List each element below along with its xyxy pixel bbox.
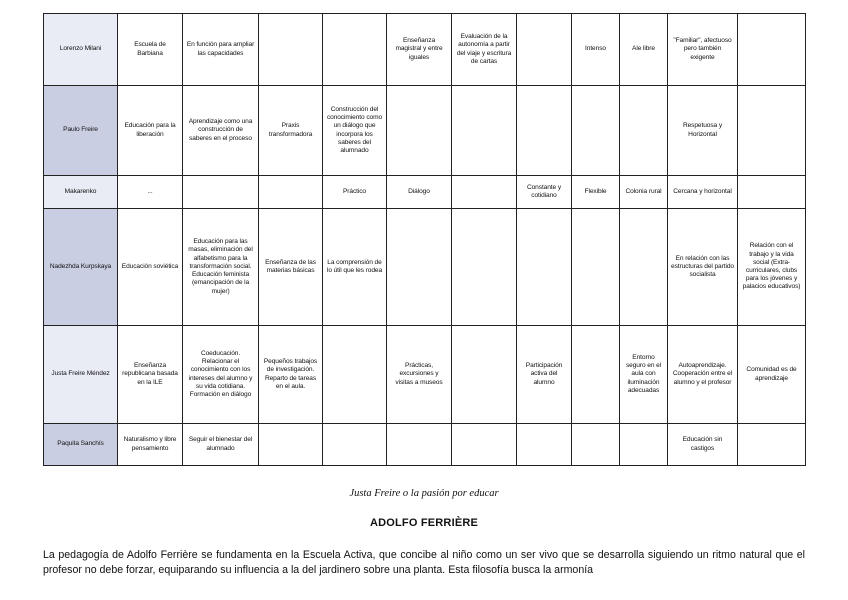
table-cell	[738, 86, 806, 176]
table-cell: Autoaprendizaje. Cooperación entre el alumno y el profesor	[668, 326, 738, 424]
table-cell	[620, 209, 668, 326]
table-cell	[517, 86, 572, 176]
table-cell	[259, 176, 323, 209]
body-paragraph: La pedagogía de Adolfo Ferrière se fundamenta en la Escuela Activa, que concibe al niño como un ser vivo que se desarrolla siguiendo un ritmo natural que el profesor no debe forzar, equiparando su influencia a la del jardinero sobre una planta. Esta filosofía busca la armonía	[43, 549, 805, 576]
table-cell	[387, 209, 452, 326]
table-cell	[452, 176, 517, 209]
table-cell: Constante y cotidiano	[517, 176, 572, 209]
table-cell	[572, 326, 620, 424]
row-header-cell: Paquita Sanchís	[44, 424, 118, 466]
table-cell: Colonia rural	[620, 176, 668, 209]
table-cell	[620, 86, 668, 176]
table-cell	[738, 424, 806, 466]
row-header-cell: Makarenko	[44, 176, 118, 209]
table-cell	[738, 14, 806, 86]
table-cell	[387, 424, 452, 466]
table-cell: Entorno seguro en el aula con iluminación adecuadas	[620, 326, 668, 424]
table-cell: Educación para la liberación	[118, 86, 183, 176]
table-cell: En función para ampliar las capacidades	[183, 14, 259, 86]
table-cell: Relación con el trabajo y la vida social (Extra-curriculares, clubs para los jóvenes y palacios educativos)	[738, 209, 806, 326]
row-header-cell: Paulo Freire	[44, 86, 118, 176]
table-cell: Escuela de Barbiana	[118, 14, 183, 86]
table-cell: Comunidad es de aprendizaje	[738, 326, 806, 424]
table-cell	[452, 326, 517, 424]
table-cell	[259, 424, 323, 466]
table-row	[44, 326, 806, 424]
table-row	[44, 86, 806, 176]
table-cell: Enseñanza de las materias básicas	[259, 209, 323, 326]
section-heading: ADOLFO FERRIÈRE	[369, 517, 479, 529]
table-row	[44, 176, 806, 209]
table-cell: Pequeños trabajos de investigación. Reparto de tareas en el aula.	[259, 326, 323, 424]
table-cell	[323, 326, 387, 424]
table-cell: La comprensión de lo útil que les rodea	[323, 209, 387, 326]
figure-caption: Justa Freire o la pasión por educar	[349, 488, 499, 499]
comparison-table	[43, 13, 806, 466]
table-body	[44, 14, 806, 466]
row-header-cell: Nadezhda Kurpskaya	[44, 209, 118, 326]
table-cell: En relación con las estructuras del partido socialista	[668, 209, 738, 326]
table-cell: Educación para las masas, eliminación del alfabetismo para la transformación social. Educación feminista (emancipación de la mujer)	[183, 209, 259, 326]
table-cell: Coeducación. Relacionar el conocimiento con los intereses del alumno y su vida cotidiana. Formación en diálogo	[183, 326, 259, 424]
table-cell: Práctico	[323, 176, 387, 209]
table-cell	[452, 209, 517, 326]
table-cell: Praxis transformadora	[259, 86, 323, 176]
table-cell: Ale libre	[620, 14, 668, 86]
table-cell	[323, 424, 387, 466]
table-cell: "Familiar", afectuoso pero también exigente	[668, 14, 738, 86]
table-cell: Enseñanza magistral y entre iguales	[387, 14, 452, 86]
table-cell: Cercana y horizontal	[668, 176, 738, 209]
table-cell	[572, 209, 620, 326]
table-cell: Prácticas, excursiones y visitas a museos	[387, 326, 452, 424]
table-row	[44, 424, 806, 466]
table-cell: Construcción del conocimiento como un diálogo que incorpora los saberes del alumnado	[323, 86, 387, 176]
table-cell	[183, 176, 259, 209]
row-header-cell: Lorenzo Milani	[44, 14, 118, 86]
table-cell: Seguir el bienestar del alumnado	[183, 424, 259, 466]
table-cell	[387, 86, 452, 176]
table-cell: Intenso	[572, 14, 620, 86]
table-cell: Educación soviética	[118, 209, 183, 326]
table-cell	[572, 424, 620, 466]
table-cell: Participación activa del alumno	[517, 326, 572, 424]
table-cell: Aprendizaje como una construcción de saberes en el proceso	[183, 86, 259, 176]
table-cell	[452, 424, 517, 466]
table-cell: Flexible	[572, 176, 620, 209]
table-cell	[323, 14, 387, 86]
table-cell	[517, 14, 572, 86]
table-cell: Respetuosa y Horizontal	[668, 86, 738, 176]
table-cell	[452, 86, 517, 176]
table-cell	[738, 176, 806, 209]
table-cell	[517, 209, 572, 326]
table-cell: Naturalismo y libre pensamiento	[118, 424, 183, 466]
table-cell	[517, 424, 572, 466]
row-header-cell: Justa Freire Méndez	[44, 326, 118, 424]
table-cell: Evaluación de la autonomía a partir del viaje y escritura de cartas	[452, 14, 517, 86]
table-cell: Diálogo	[387, 176, 452, 209]
table-cell: Educación sin castigos	[668, 424, 738, 466]
table-cell	[259, 14, 323, 86]
table-cell	[620, 424, 668, 466]
table-row	[44, 209, 806, 326]
table-cell: ...	[118, 176, 183, 209]
table-row	[44, 14, 806, 86]
table-cell	[572, 86, 620, 176]
table-cell: Enseñanza republicana basada en la ILE	[118, 326, 183, 424]
